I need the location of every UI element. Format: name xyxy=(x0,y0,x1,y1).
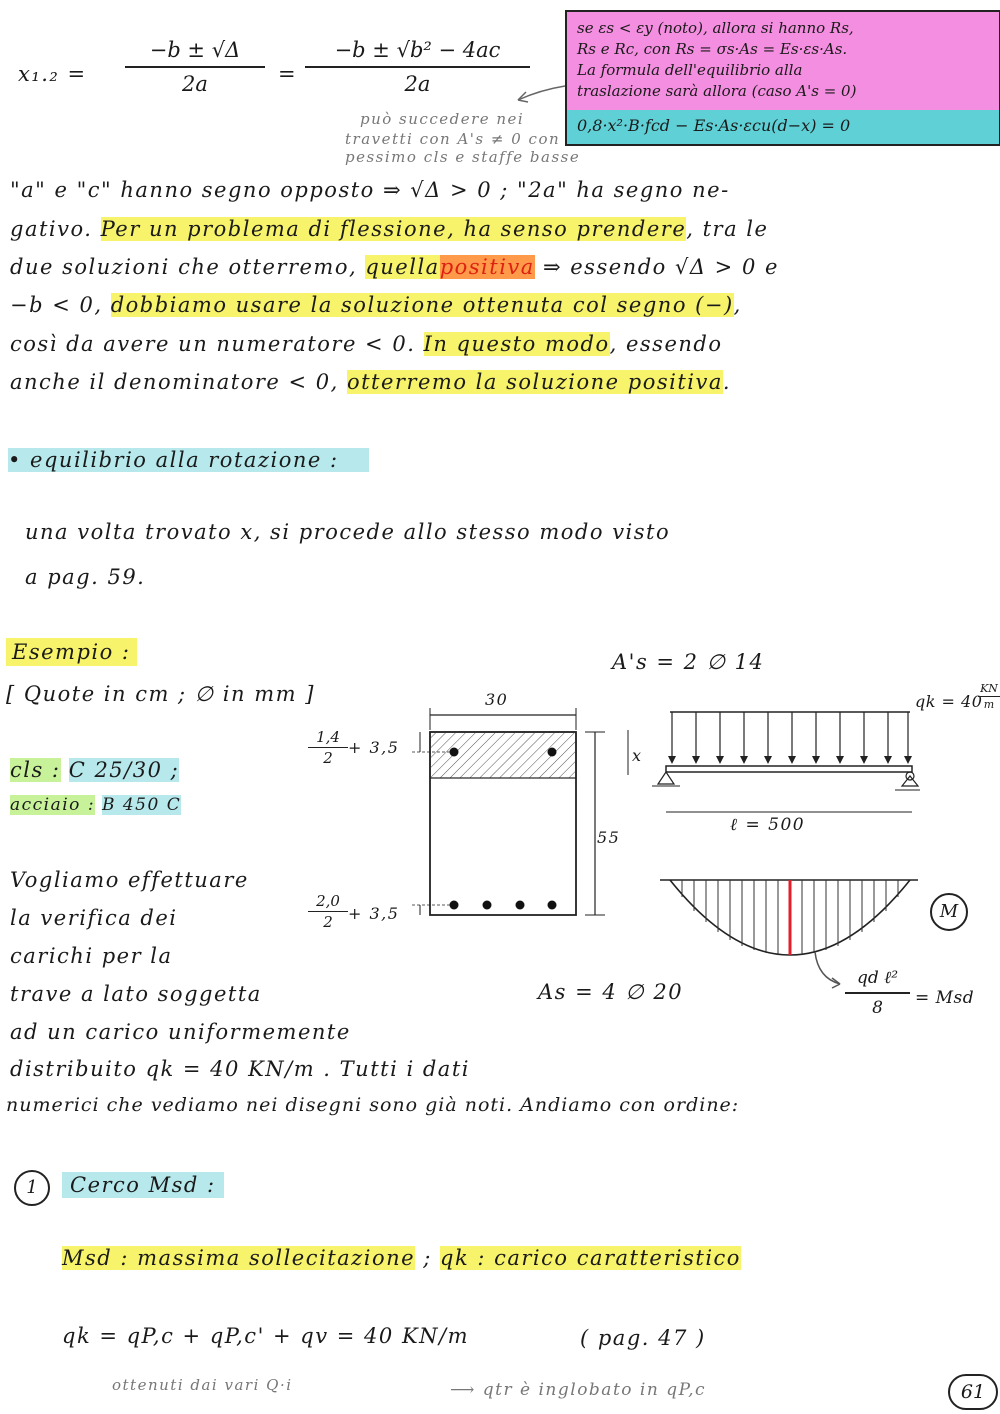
step1-definitions xyxy=(62,1246,741,1270)
note-box-line-2: Rs e Rc, con Rs = σs·As = Es·εs·As. xyxy=(577,40,848,58)
msd-den: 8 xyxy=(872,998,883,1018)
para1-line-6-c: . xyxy=(722,370,732,394)
para1-line-4-c: , xyxy=(733,293,742,317)
para1-line-6 xyxy=(10,370,731,394)
esempio-desc-1: Vogliamo effettuare xyxy=(10,868,249,892)
page-number-badge xyxy=(948,1374,998,1410)
para1-highlight-1: Per un problema di flessione, ha senso prendere xyxy=(100,217,687,241)
as-bottom-label: As = 4 ∅ 20 xyxy=(538,980,684,1004)
para1-highlight-3: dobbiamo usare la soluzione ottenuta col segno (−) xyxy=(110,293,734,317)
beam-drawing xyxy=(620,700,920,970)
formula-lhs: x₁.₂ = xyxy=(18,62,87,86)
step-number: 1 xyxy=(26,1177,38,1198)
esempio-acciaio xyxy=(10,795,181,815)
qk-unit-den: m xyxy=(983,698,995,711)
acciaio-value: B 450 C xyxy=(101,795,182,815)
msd-num: qd ℓ² xyxy=(845,968,910,994)
formula-fraction-2 xyxy=(305,38,530,96)
para1-line-1: "a" e "c" hanno segno opposto ⇒ √Δ > 0 ; "2a" ha segno ne- xyxy=(10,178,730,202)
bottom-cover-add: + 3,5 xyxy=(348,904,400,923)
side-note-line-1: può succedere nei xyxy=(360,110,525,128)
qk-label: qk = 40 xyxy=(915,692,983,711)
para1-line-5 xyxy=(10,332,723,356)
bottom-cover-num: 2,0 xyxy=(308,892,348,912)
qk-definition: qk : carico caratteristico xyxy=(440,1246,741,1270)
top-cover-fraction xyxy=(308,728,348,767)
top-cover-num: 1,4 xyxy=(308,728,348,748)
step-number-badge xyxy=(14,1170,50,1206)
para1-line-3-d: ⇒ essendo √Δ > 0 e xyxy=(534,255,779,279)
section-rotation-title: • equilibrio alla rotazione : xyxy=(8,448,369,472)
esempio-desc-3: carichi per la xyxy=(10,944,173,968)
span-label: ℓ = 500 xyxy=(730,815,806,835)
esempio-units: [ Quote in cm ; ∅ in mm ] xyxy=(6,682,315,706)
step1-note-1: ottenuti dai vari Q·i xyxy=(112,1376,293,1394)
cls-label: cls : xyxy=(10,758,61,782)
note-box xyxy=(565,10,1000,146)
fraction-2-numerator: −b ± √b² − 4ac xyxy=(305,38,530,68)
para1-highlight-5: otterremo la soluzione positiva xyxy=(346,370,723,394)
esempio-desc-7: numerici che vediamo nei disegni sono già noti. Andiamo con ordine: xyxy=(6,1094,740,1116)
top-cover-den: 2 xyxy=(323,749,333,767)
para1-line-2-a: gativo. xyxy=(10,217,101,241)
bottom-cover-fraction xyxy=(308,892,348,931)
para1-line-4 xyxy=(10,293,742,317)
step1-page-ref: ( pag. 47 ) xyxy=(580,1326,706,1350)
fraction-2-denominator: 2a xyxy=(404,72,431,96)
esempio-title: Esempio : xyxy=(6,638,137,666)
as-top-label: A's = 2 ∅ 14 xyxy=(612,650,765,674)
bottom-cover-den: 2 xyxy=(323,913,333,931)
esempio-desc-6: distribuito qk = 40 KN/m . Tutti i dati xyxy=(10,1057,470,1081)
cross-section-drawing xyxy=(300,690,620,940)
step1-title: Cerco Msd : xyxy=(62,1172,224,1198)
note-box-line-3: La formula dell'equilibrio alla xyxy=(577,61,803,79)
section-width-label: 30 xyxy=(485,690,509,709)
esempio-desc-4: trave a lato soggetta xyxy=(10,982,262,1006)
note-box-line-1: se εs < εy (noto), allora si hanno Rs, xyxy=(577,19,854,37)
page-number: 61 xyxy=(960,1381,986,1403)
para1-line-4-a: −b < 0, xyxy=(10,293,111,317)
msd-fraction xyxy=(845,968,910,1018)
cls-value: C 25/30 ; xyxy=(68,758,180,782)
moment-symbol: M xyxy=(939,901,959,922)
step1-equation: qk = qP,c + qP,c' + qv = 40 KN/m xyxy=(62,1324,469,1348)
note-box-line-4: traslazione sarà allora (caso A's = 0) xyxy=(577,82,857,100)
section-height-label: 55 xyxy=(597,828,621,847)
step1-note-2: ⟶ qtr è inglobato in qP,c xyxy=(450,1380,707,1400)
para1-highlight-4: In questo modo xyxy=(423,332,610,356)
para1-line-5-a: così da avere un numeratore < 0. xyxy=(10,332,424,356)
msd-equals: = Msd xyxy=(915,988,975,1008)
section-rotation-line-2: a pag. 59. xyxy=(25,565,146,589)
esempio-desc-5: ad un carico uniformemente xyxy=(10,1020,351,1044)
qk-unit xyxy=(978,682,1000,711)
definition-separator: ; xyxy=(415,1246,440,1270)
esempio-desc-2: la verifica dei xyxy=(10,906,178,930)
section-rotation-line-1: una volta trovato x, si procede allo stesso modo visto xyxy=(25,520,671,544)
formula-fraction-1 xyxy=(125,38,265,96)
fraction-1-numerator: −b ± √Δ xyxy=(125,38,265,68)
top-cover-add: + 3,5 xyxy=(348,738,400,757)
para1-line-2 xyxy=(10,217,768,241)
msd-definition: Msd : massima sollecitazione xyxy=(62,1246,416,1270)
moment-symbol-badge xyxy=(930,893,968,931)
side-note-line-3: pessimo cls e staffe basse xyxy=(345,148,581,166)
para1-highlight-2: quella xyxy=(365,255,440,279)
beam-x-label: x xyxy=(632,746,643,765)
para1-highlight-positive: positiva xyxy=(439,255,535,279)
para1-line-6-a: anche il denominatore < 0, xyxy=(10,370,347,394)
para1-line-3 xyxy=(10,255,779,279)
note-box-text xyxy=(567,12,999,110)
para1-line-3-a: due soluzioni che otterremo, xyxy=(10,255,366,279)
side-note-arrow-icon xyxy=(510,80,570,110)
acciaio-label: acciaio : xyxy=(10,795,96,815)
fraction-1-denominator: 2a xyxy=(182,72,208,96)
note-box-equation: 0,8·x²·B·fcd − Es·As·εcu(d−x) = 0 xyxy=(567,110,999,144)
para1-line-5-c: , essendo xyxy=(609,332,723,356)
formula-equals: = xyxy=(278,62,298,86)
qk-unit-num: KN xyxy=(978,682,1000,697)
side-note-line-2: travetti con A's ≠ 0 con xyxy=(345,130,561,148)
esempio-cls xyxy=(10,758,179,782)
msd-arrow-icon xyxy=(810,950,850,990)
para1-line-2-c: , tra le xyxy=(686,217,769,241)
